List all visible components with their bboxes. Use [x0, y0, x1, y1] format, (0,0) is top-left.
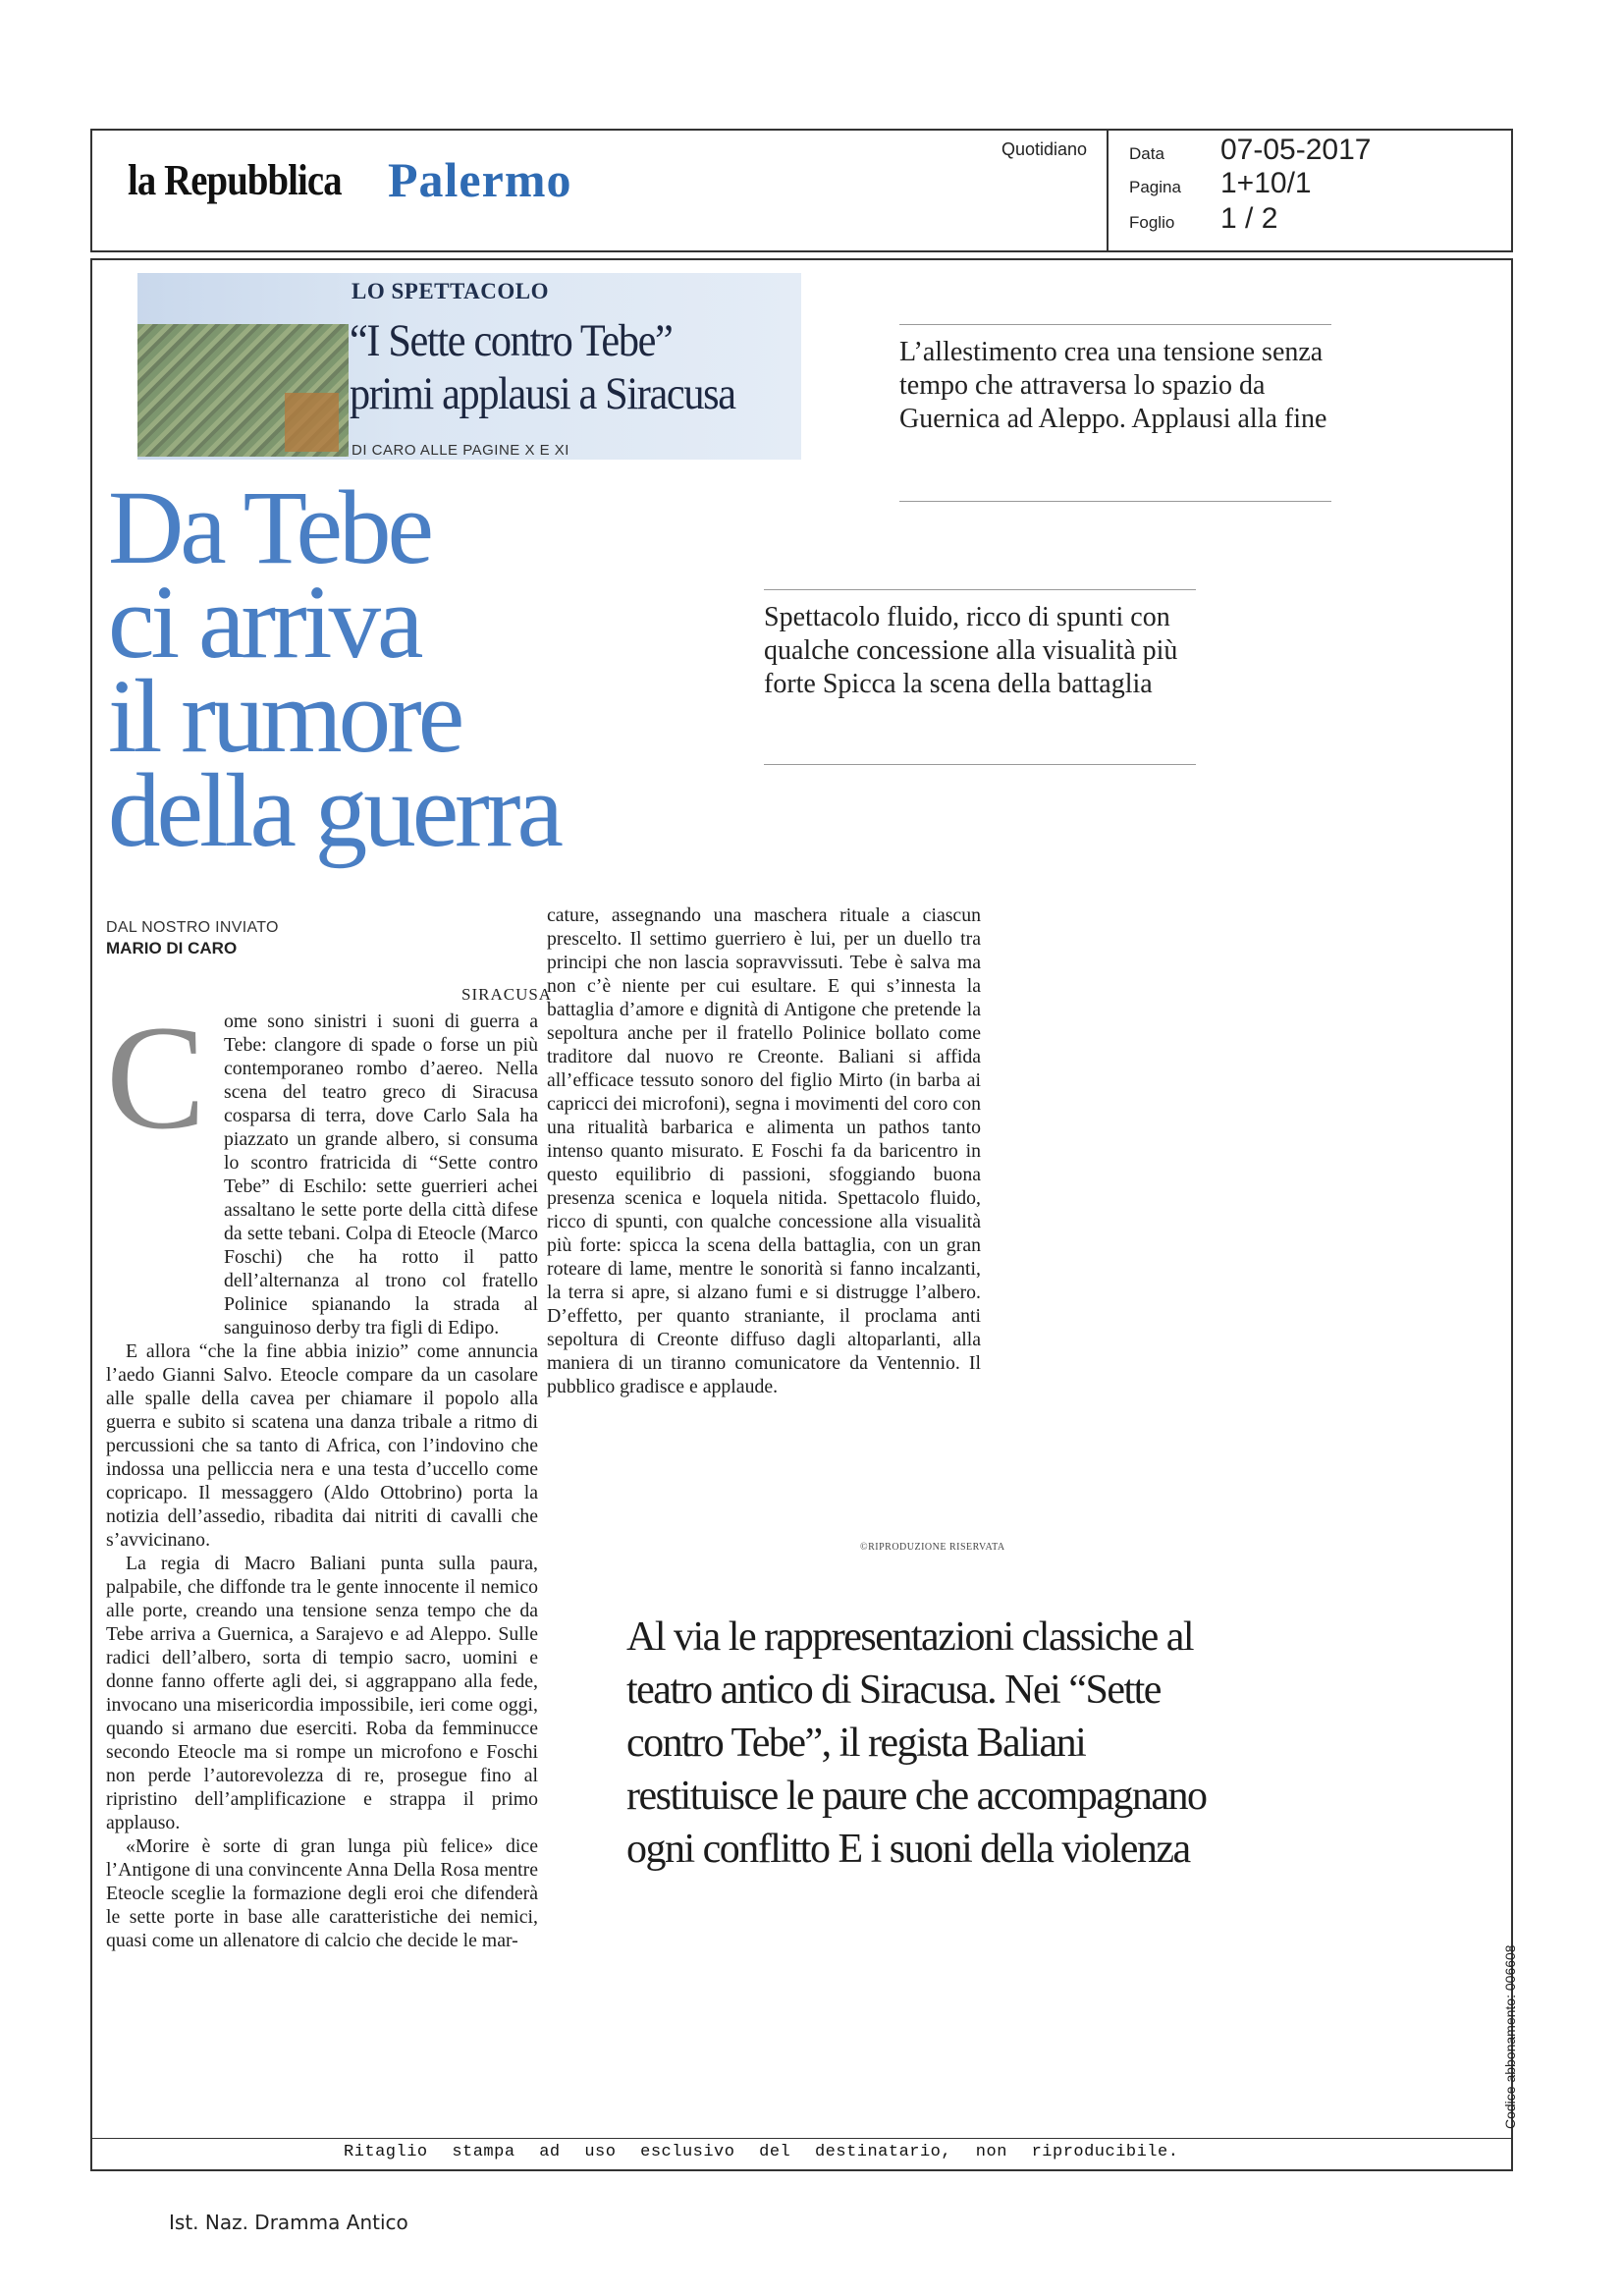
- teaser-title-line: primi applausi a Siracusa: [350, 368, 735, 419]
- paragraph: La regia di Macro Baliani punta sulla paura, palpabile, che diffonde tra le gente innocente il nemico alle porte, creando una tensione senza tempo che da Tebe arriva a Guernica, a Sarajevo e ad Aleppo. Sulle radici dell’albero, sorta di tempio sacro, uomini e donne fanno offerte agli dei, si aggrappano alla fede, invocano una misericordia impossibile, ieri come oggi, quando si armano due eserciti. Roba da femminucce secondo Eteocle ma si rompe un microfono e Foschi non perde l’autorevolezza di re, prosegue fino al ripristino dell’amplificazione e strappa il primo applauso.: [106, 1553, 538, 1833]
- clipping-notice: Ritaglio stampa ad uso esclusivo del destinatario, non riproducibile.: [344, 2143, 1179, 2161]
- teaser-title-line: “I Sette contro Tebe”: [350, 315, 673, 366]
- paragraph: «Morire è sorte di gran lunga più felice» dice l’Antigone di una convincente Anna Della Rosa mentre Eteocle sceglie la formazione degli eroi che difenderà le sette porte in base alle caratteristiche dei nemici, quasi come un allenatore di calcio che decide le mar-: [106, 1835, 538, 1951]
- divider: [899, 501, 1331, 502]
- paragraph: E allora “che la fine abbia inizio” come annuncia l’aedo Gianni Salvo. Eteocle compare da un casolare alle spalle della cavea per chiamare il popolo alla guerra e subito si scatena una danza tribale a ritmo di percussioni che sa tanto di Africa, con l’indovino che indossa una pelliccia nera e una testa d’uccello come copricapo. Il messaggero (Aldo Ottobrino) porta la notizia dell’assedio, ribadita dai nitriti di cavalli che s’avvicinano.: [106, 1340, 538, 1551]
- meta-label-foglio: Foglio: [1129, 213, 1175, 232]
- masthead-edition: Palermo: [388, 152, 572, 207]
- teaser-title: [350, 314, 765, 420]
- byline-author: MARIO DI CARO: [106, 939, 238, 957]
- divider: [764, 589, 1196, 590]
- headline-line: ci arriva: [108, 565, 420, 681]
- teaser-byline: DI CARO ALLE PAGINE X E XI: [352, 442, 569, 459]
- summary-text: Al via le rappresentazioni classiche al teatro antico di Siracusa. Nei “Sette contro Tebe”, il regista Baliani restituisce le paure che accompagnano ogni conflitto E i suoni della violenza: [626, 1614, 1207, 1872]
- publication-type: Quotidiano: [1001, 139, 1088, 159]
- masthead-brand: la Repubblica: [128, 156, 342, 204]
- meta-value-pagina: 1+10/1: [1220, 167, 1312, 199]
- divider: [899, 324, 1331, 325]
- teaser-kicker: LO SPETTACOLO: [352, 279, 549, 303]
- meta-label-data: Data: [1129, 144, 1164, 163]
- copyright-notice: ©RIPRODUZIONE RISERVATA: [860, 1542, 1005, 1553]
- pull-quote: Spettacolo fluido, ricco di spunti con qualche concessione alla visualità più forte Spicca la scena della battaglia: [764, 602, 1178, 699]
- meta-value-data: 07-05-2017: [1220, 134, 1372, 166]
- source-label: Ist. Naz. Dramma Antico: [169, 2211, 408, 2234]
- paragraph: cature, assegnando una maschera rituale a ciascun prescelto. Il settimo guerriero è lui, per un duello tra principi che non lascia sopravvissuti. Tebe è salva ma non c’è niente per cui esultare. E qui s’innesta la battaglia d’amore e dignità di Antigone che pretende la sepoltura anche per il fratello Polinice bollato come traditore dal nuovo re Creonte. Baliani si affida all’efficace tessuto sonoro del figlio Mirto (in barba ai capricci dei microfoni), segna i movimenti del coro con una ritualità barbarica e alimenta un pathos tanto intenso quanto misurato. E Foschi fa da baricentro in questo equilibrio di passioni, sfoggiando buona presenza scenica e loquela nitida. Spettacolo fluido, ricco di spunti, con qualche concessione alla visualità più forte: spicca la scena della battaglia, con un gran roteare di lame, mentre le sonorità si fanno incalzanti, la terra si apre, si alzano fumi e si distrugge l’albero. D’effetto, per quanto straniante, il proclama anti sepoltura di Creonte diffuso dagli altoparlanti, alla maniera di un tiranno comunicatore da Ventennio. Il pubblico gradisce e applaude.: [547, 904, 981, 1397]
- subscription-code: Codice abbonamento: 006608: [1502, 1944, 1518, 2129]
- meta-label-pagina: Pagina: [1129, 178, 1181, 196]
- paragraph: ome sono sinistri i suoni di guerra a Tebe: clangore di spade o forse un più contemporaneo rombo d’aereo. Nella scena del teatro greco di Siracusa cosparsa di terra, dove Carlo Sala ha piazzato un grande albero, si consuma lo scontro fratricida di “Sette contro Tebe” di Eschilo: sette guerrieri achei assaltano le sette porte della città difese da sette tebani. Colpa di Eteocle (Marco Foschi) che ha rotto il patto dell’alternanza al trono col fratello Polinice spianando la strada al sanguinoso derby tra figli di Edipo.: [224, 1011, 538, 1339]
- byline-from: DAL NOSTRO INVIATO: [106, 919, 279, 936]
- teaser-photo-detail: [285, 393, 339, 452]
- drop-cap: C: [106, 995, 206, 1160]
- headline-line: Da Tebe: [108, 470, 430, 586]
- meta-value-foglio: 1 / 2: [1220, 202, 1278, 235]
- dateline: SIRACUSA: [461, 985, 553, 1004]
- headline-line: della guerra: [108, 753, 560, 869]
- pull-quote: L’allestimento crea una tensione senza tempo che attraversa lo spazio da Guernica ad Aleppo. Applausi alla fine: [899, 337, 1327, 434]
- headline-line: il rumore: [108, 659, 461, 775]
- headline: [108, 470, 658, 869]
- article-column-1: [106, 986, 538, 1952]
- divider: [764, 764, 1196, 765]
- article-column-2: [547, 903, 981, 1398]
